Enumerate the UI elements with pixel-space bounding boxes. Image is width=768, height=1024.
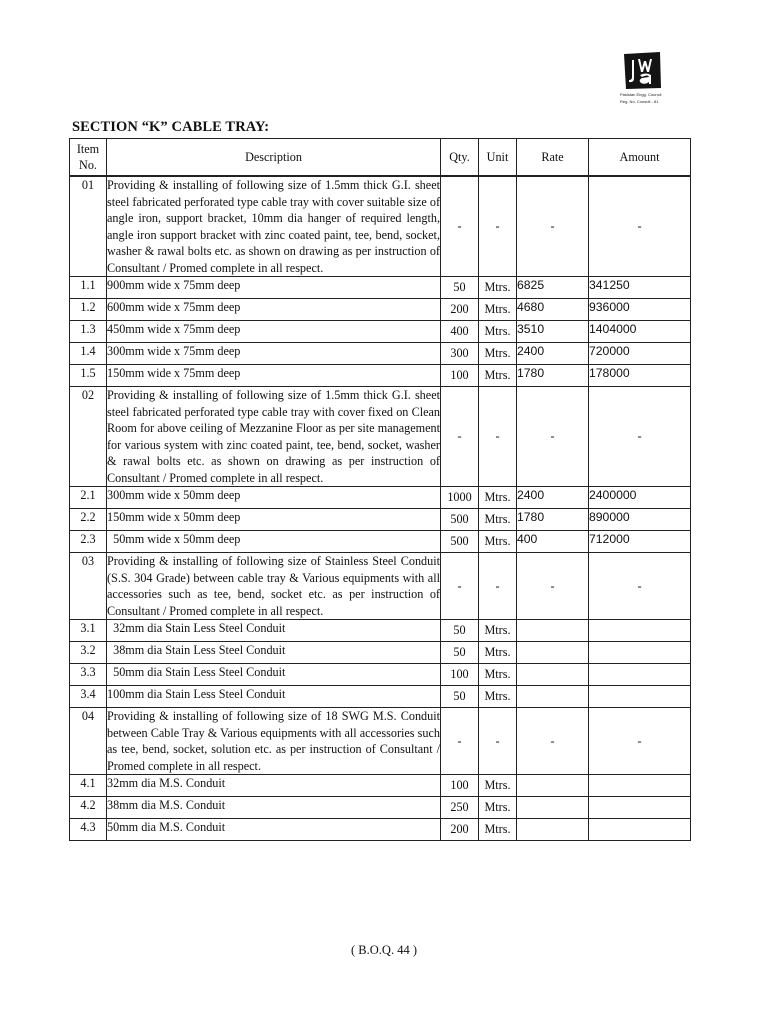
amount-cell: - xyxy=(589,387,691,487)
qty-cell: 200 xyxy=(441,299,479,321)
description-cell: Providing & installing of following size of 18 SWG M.S. Conduit between Cable Tray & Various equipments with all accessories such as tee, bend, socket, solution etc. as per instruction of Consultant / Promed complete in all respect. xyxy=(107,709,440,773)
unit-cell: Mtrs. xyxy=(479,775,517,797)
qty-cell: 50 xyxy=(441,620,479,642)
unit-cell: Mtrs. xyxy=(479,487,517,509)
rate-cell: 1780 xyxy=(517,509,589,531)
rate-cell: - xyxy=(517,708,589,775)
header-no-label: No. xyxy=(79,158,97,172)
qty-cell: 200 xyxy=(441,819,479,841)
item-no-cell: 1.2 xyxy=(70,299,107,321)
amount-cell xyxy=(589,797,691,819)
table-row xyxy=(70,509,691,531)
amount-cell: - xyxy=(589,708,691,775)
rate-cell: 2400 xyxy=(517,487,589,509)
unit-cell: Mtrs. xyxy=(479,509,517,531)
rate-cell xyxy=(517,686,589,708)
amount-cell: 178000 xyxy=(589,365,691,387)
unit-cell: Mtrs. xyxy=(479,797,517,819)
amount-cell xyxy=(589,819,691,841)
qty-cell: 50 xyxy=(441,686,479,708)
table-body xyxy=(70,176,691,841)
table-header-row xyxy=(70,139,691,177)
amount-cell: 890000 xyxy=(589,509,691,531)
item-no-cell: 4.2 xyxy=(70,797,107,819)
description-cell: 300mm wide x 50mm deep xyxy=(107,487,441,509)
rate-cell: 6825 xyxy=(517,277,589,299)
item-no-cell: 03 xyxy=(70,553,107,620)
header-item-no xyxy=(70,139,107,177)
amount-cell: - xyxy=(589,176,691,277)
rate-cell: 2400 xyxy=(517,343,589,365)
unit-cell: - xyxy=(479,387,517,487)
item-no-cell: 3.1 xyxy=(70,620,107,642)
unit-cell: Mtrs. xyxy=(479,343,517,365)
page-footer: ( B.O.Q. 44 ) xyxy=(351,943,417,957)
qty-cell: 250 xyxy=(441,797,479,819)
rate-cell xyxy=(517,664,589,686)
description-cell: 38mm dia Stain Less Steel Conduit xyxy=(107,642,441,664)
header-qty: Qty. xyxy=(441,139,479,177)
table-row xyxy=(70,321,691,343)
table-row xyxy=(70,299,691,321)
qty-cell: 100 xyxy=(441,775,479,797)
description-cell: 38mm dia M.S. Conduit xyxy=(107,797,441,819)
unit-cell: Mtrs. xyxy=(479,686,517,708)
amount-cell: 1404000 xyxy=(589,321,691,343)
item-no-cell: 4.1 xyxy=(70,775,107,797)
amount-cell xyxy=(589,686,691,708)
header-amount: Amount xyxy=(589,139,691,177)
jwa-logo-mark xyxy=(620,50,664,90)
qty-cell: - xyxy=(441,708,479,775)
unit-cell: Mtrs. xyxy=(479,664,517,686)
amount-cell xyxy=(589,620,691,642)
rate-cell xyxy=(517,819,589,841)
table-row xyxy=(70,775,691,797)
qty-cell: 50 xyxy=(441,642,479,664)
item-no-cell: 3.4 xyxy=(70,686,107,708)
table-section-row xyxy=(70,176,691,277)
amount-cell: 341250 xyxy=(589,277,691,299)
amount-cell: - xyxy=(589,553,691,620)
amount-cell xyxy=(589,642,691,664)
qty-cell: 1000 xyxy=(441,487,479,509)
unit-cell: Mtrs. xyxy=(479,321,517,343)
table-row xyxy=(70,642,691,664)
table-row xyxy=(70,620,691,642)
table-row xyxy=(70,365,691,387)
qty-cell: 500 xyxy=(441,509,479,531)
item-no-cell: 2.1 xyxy=(70,487,107,509)
rate-cell: 4680 xyxy=(517,299,589,321)
description-cell: 50mm wide x 50mm deep xyxy=(107,531,441,553)
qty-cell: 400 xyxy=(441,321,479,343)
unit-cell: Mtrs. xyxy=(479,620,517,642)
header-rate: Rate xyxy=(517,139,589,177)
item-no-cell: 3.2 xyxy=(70,642,107,664)
rate-cell xyxy=(517,775,589,797)
rate-cell: 400 xyxy=(517,531,589,553)
description-cell: Providing & installing of following size of 1.5mm thick G.I. sheet steel fabricated perforated type cable tray with cover fixed on Clean Room for above ceiling of Mezzanine Floor as per site management for various system with zinc coated paint, tee, bend, socket, washer & rawal bolts etc. as shown on drawing as per instruction of Consultant / Promed complete in all respect. xyxy=(107,388,440,485)
amount-cell: 712000 xyxy=(589,531,691,553)
table-row xyxy=(70,686,691,708)
company-logo xyxy=(620,50,668,104)
table-section-row xyxy=(70,387,691,487)
header-unit: Unit xyxy=(479,139,517,177)
rate-cell xyxy=(517,620,589,642)
unit-cell: - xyxy=(479,176,517,277)
unit-cell: Mtrs. xyxy=(479,277,517,299)
item-no-cell: 3.3 xyxy=(70,664,107,686)
item-no-cell: 4.3 xyxy=(70,819,107,841)
rate-cell: - xyxy=(517,176,589,277)
table-section-row xyxy=(70,553,691,620)
item-no-cell: 1.3 xyxy=(70,321,107,343)
qty-cell: 50 xyxy=(441,277,479,299)
description-cell: Providing & installing of following size of 1.5mm thick G.I. sheet steel fabricated perforated type cable tray with cover suitable size of angle iron, support bracket, 10mm dia hanger of required length, angle iron support bracket with zinc coated paint, tee, bend, socket, washer & rawal bolts etc. as shown on drawing as per instruction of Consultant / Promed complete in all respect. xyxy=(107,178,440,275)
description-cell: 100mm dia Stain Less Steel Conduit xyxy=(107,686,441,708)
qty-cell: 300 xyxy=(441,343,479,365)
description-cell: 450mm wide x 75mm deep xyxy=(107,321,441,343)
qty-cell: 100 xyxy=(441,664,479,686)
item-no-cell: 1.5 xyxy=(70,365,107,387)
item-no-cell: 1.4 xyxy=(70,343,107,365)
table-row xyxy=(70,531,691,553)
amount-cell: 720000 xyxy=(589,343,691,365)
boq-table xyxy=(69,138,691,841)
header-description: Description xyxy=(107,139,441,177)
unit-cell: Mtrs. xyxy=(479,642,517,664)
qty-cell: 500 xyxy=(441,531,479,553)
description-cell: 150mm wide x 75mm deep xyxy=(107,365,441,387)
table-row xyxy=(70,664,691,686)
table-row xyxy=(70,343,691,365)
header-item-label: Item xyxy=(76,142,100,156)
table-row xyxy=(70,487,691,509)
rate-cell: 1780 xyxy=(517,365,589,387)
item-no-cell: 2.3 xyxy=(70,531,107,553)
description-cell: Providing & installing of following size of Stainless Steel Conduit (S.S. 304 Grade) between cable tray & Various equipments with all accessories such as tee, bend, socket etc. as per instruction of Consultant / Promed complete in all respect. xyxy=(107,554,440,618)
item-no-cell: 02 xyxy=(70,387,107,487)
description-cell: 32mm dia Stain Less Steel Conduit xyxy=(107,620,441,642)
unit-cell: Mtrs. xyxy=(479,819,517,841)
description-cell: 600mm wide x 75mm deep xyxy=(107,299,441,321)
description-cell: 32mm dia M.S. Conduit xyxy=(107,775,441,797)
rate-cell: 3510 xyxy=(517,321,589,343)
description-cell: 300mm wide x 75mm deep xyxy=(107,343,441,365)
item-no-cell: 01 xyxy=(70,176,107,277)
item-no-cell: 2.2 xyxy=(70,509,107,531)
table-section-row xyxy=(70,708,691,775)
section-title: SECTION “K” CABLE TRAY: xyxy=(72,119,270,135)
rate-cell: - xyxy=(517,553,589,620)
unit-cell: Mtrs. xyxy=(479,365,517,387)
logo-subtext-2: Reg. No. Consult - 81 xyxy=(620,99,659,104)
amount-cell: 2400000 xyxy=(589,487,691,509)
item-no-cell: 04 xyxy=(70,708,107,775)
table-row xyxy=(70,277,691,299)
amount-cell: 936000 xyxy=(589,299,691,321)
qty-cell: 100 xyxy=(441,365,479,387)
rate-cell: - xyxy=(517,387,589,487)
amount-cell xyxy=(589,775,691,797)
rate-cell xyxy=(517,797,589,819)
table-row xyxy=(70,797,691,819)
unit-cell: Mtrs. xyxy=(479,299,517,321)
qty-cell: - xyxy=(441,553,479,620)
amount-cell xyxy=(589,664,691,686)
description-cell: 50mm dia Stain Less Steel Conduit xyxy=(107,664,441,686)
logo-subtext-1: Pakistan Engg. Council xyxy=(620,92,662,97)
unit-cell: Mtrs. xyxy=(479,531,517,553)
item-no-cell: 1.1 xyxy=(70,277,107,299)
table-row xyxy=(70,819,691,841)
qty-cell: - xyxy=(441,387,479,487)
unit-cell: - xyxy=(479,553,517,620)
description-cell: 150mm wide x 50mm deep xyxy=(107,509,441,531)
description-cell: 900mm wide x 75mm deep xyxy=(107,277,441,299)
qty-cell: - xyxy=(441,176,479,277)
description-cell: 50mm dia M.S. Conduit xyxy=(107,819,441,841)
unit-cell: - xyxy=(479,708,517,775)
rate-cell xyxy=(517,642,589,664)
